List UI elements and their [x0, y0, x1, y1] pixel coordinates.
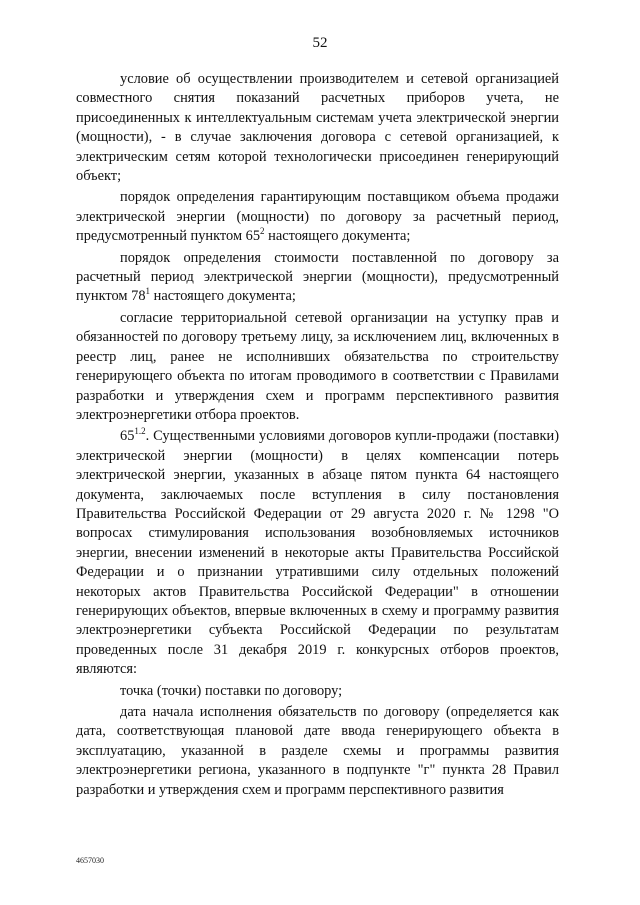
paragraph-text: порядок определения стоимости поставленной по договору за расчетный период электрической энергии (мощности), предусмотренный пунктом 78: [76, 249, 559, 305]
paragraph: дата начала исполнения обязательств по договору (определяется как дата, соответствующая плановой дате ввода генерирующего объекта в эксплуатацию, указанной в разделе схемы и программы развития электроэнергетики региона, указанного в подпункте "г" пункта 28 Правил разработки и утверждения схем и программ перспективного развития: [76, 704, 559, 798]
document-code: 4657030: [76, 856, 104, 865]
superscript: 1: [145, 286, 151, 297]
paragraph: условие об осуществлении производителем и сетевой организацией совместного снятия показаний расчетных приборов учета, не присоединенных к интеллектуальным системам учета электрической энергии (мощности), - в случае заключения договора с сетевой организацией, к электрическим сетям которой технологически присоединен генерирующий объект;: [76, 71, 559, 185]
document-body: [76, 70, 559, 802]
superscript: 2: [260, 226, 265, 237]
paragraph-text: настоящего документа;: [150, 288, 296, 305]
paragraph: [76, 249, 559, 307]
paragraph: точка (точки) поставки по договору;: [120, 682, 343, 699]
paragraph: [76, 188, 559, 246]
paragraph: [76, 427, 559, 679]
paragraph-text: настоящего документа;: [264, 228, 411, 245]
superscript: 1.2: [134, 426, 146, 437]
page-number: 52: [312, 35, 328, 51]
paragraph-text: порядок определения гарантирующим поставщиком объема продажи электрической энергии (мощности) по договору за расчетный период, предусмотренный пунктом 65: [76, 189, 559, 245]
paragraph: согласие территориальной сетевой организации на уступку прав и обязанностей по договору третьему лицу, за исключением лиц, включенных в реестр лиц, ранее не исполнивших обязательства по строительству генерирующего объекта по итогам проводимого в соответствии с Правилами разработки и утверждения схем и программ перспективного развития электроэнергетики отбора проектов.: [76, 309, 559, 423]
paragraph-text: 65: [120, 428, 135, 445]
paragraph-text: . Существенными условиями договоров купли-продажи (поставки) электрической энергии (мощности) в целях компенсации потерь электрической энергии, указанных в абзаце пятом пункта 64 настоящего документа, заключаемых после вступления в силу постановления Правительства Российской Федерации от 29 августа 2020 г. № 1298 "О вопросах стимулирования использования возобновляемых источников энергии, внесении изменений в некоторые акты Правительства Российской Федерации и о признании утратившими силу отдельных положений некоторых актов Правительства Российской Федерации" в отношении генерирующих объектов, впервые включенных в схему и программу развития электроэнергетики субъекта Российской Федерации по результатам проведенных после 31 декабря 2019 г. конкурсных отборов проектов, являются:: [76, 428, 559, 678]
